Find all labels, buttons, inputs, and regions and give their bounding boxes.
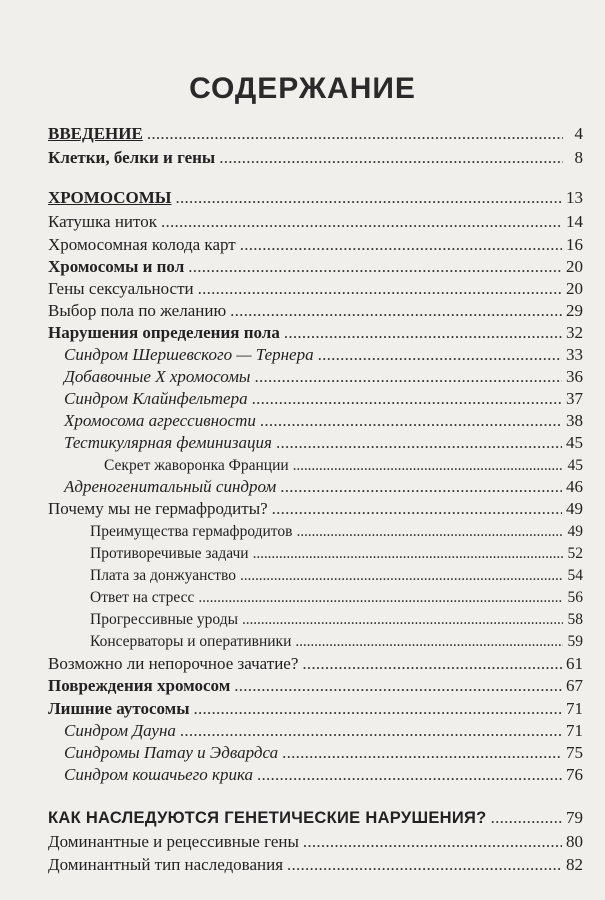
toc-entry-page: 71 <box>566 721 583 740</box>
toc-entry-label: Катушка ниток <box>48 212 157 231</box>
toc-entry-label: Возможно ли непорочное зачатие? <box>48 654 299 673</box>
leader-dots <box>284 323 562 343</box>
leader-dots <box>491 808 562 828</box>
leader-dots <box>240 566 563 586</box>
toc-entry <box>48 257 583 277</box>
leader-dots <box>295 632 563 652</box>
leader-dots <box>198 588 563 608</box>
toc-entry-label: Противоречивые задачи <box>90 545 249 562</box>
toc-entry-label: Плата за донжуанство <box>90 567 236 584</box>
toc-entry-page: 20 <box>566 257 583 276</box>
toc-entry-genetic-disorders <box>48 808 583 828</box>
leader-dots <box>253 544 563 564</box>
toc-entry <box>48 279 583 299</box>
toc-entry <box>64 389 583 409</box>
toc-entry-page: 61 <box>566 654 583 673</box>
leader-dots <box>254 367 562 387</box>
toc-entry-page: 80 <box>566 832 583 851</box>
toc-entry-page: 56 <box>567 589 583 606</box>
toc-entry-label: Тестикулярная феминизация <box>64 433 272 452</box>
toc-entry <box>64 765 583 785</box>
leader-dots <box>302 654 562 674</box>
toc-entry <box>48 676 583 696</box>
toc-entry-page: 36 <box>566 367 583 386</box>
toc-entry-label: Почему мы не гермафродиты? <box>48 499 268 518</box>
toc-entry <box>48 148 583 168</box>
toc-entry-page: 32 <box>566 323 583 342</box>
toc-entry-page: 45 <box>566 433 583 452</box>
leader-dots <box>257 765 562 785</box>
toc-entry-page: 29 <box>566 301 583 320</box>
toc-entry-label: Доминантный тип наследования <box>48 855 284 874</box>
leader-dots <box>161 212 562 232</box>
toc-entry-label: Хромосомная колода карт <box>48 235 236 254</box>
leader-dots <box>219 148 563 168</box>
toc-entry-page: 38 <box>566 411 583 430</box>
toc-entry-page: 13 <box>566 188 583 207</box>
leader-dots <box>234 676 562 696</box>
leader-dots <box>282 743 562 763</box>
toc-entry-page: 46 <box>566 477 583 496</box>
toc-entry-label: Синдром Клайнфельтера <box>64 389 248 408</box>
toc-entry <box>48 323 583 343</box>
toc-entry-label: Клетки, белки и гены <box>48 148 216 167</box>
toc-entry <box>48 699 583 719</box>
toc-entry-page: 52 <box>567 545 583 562</box>
toc-entry <box>64 743 583 763</box>
leader-dots <box>180 721 562 741</box>
toc-entry-page: 49 <box>566 499 583 518</box>
leader-dots <box>188 257 562 277</box>
toc-entry <box>48 235 583 255</box>
toc-entry-page: 20 <box>566 279 583 298</box>
leader-dots <box>260 411 562 431</box>
toc-entry-page: 8 <box>574 148 583 167</box>
toc-entry <box>48 212 583 232</box>
leader-dots <box>287 855 562 875</box>
leader-dots <box>230 301 562 321</box>
toc-entry-label: Добавочные X хромосомы <box>64 367 251 386</box>
toc-entry-page: 79 <box>566 808 583 827</box>
toc-entry-page: 58 <box>567 611 583 628</box>
toc-entry-label: Гены сексуальности <box>48 279 194 298</box>
toc-entry-page: 67 <box>566 676 583 695</box>
toc-entry-label: ХРОМОСОМЫ <box>48 188 172 207</box>
toc-entry-page: 71 <box>566 699 583 718</box>
toc-entry <box>48 832 583 852</box>
toc-entry-page: 37 <box>566 389 583 408</box>
toc-entry-label: Нарушения определения пола <box>48 323 280 342</box>
toc-entry-label: Прогрессивные уроды <box>90 611 239 628</box>
leader-dots <box>194 699 562 719</box>
toc-entry <box>64 367 583 387</box>
leader-dots <box>242 610 563 630</box>
toc-entry-chromosomes <box>48 188 583 208</box>
toc-entry <box>64 411 583 431</box>
toc-entry-label: Синдромы Патау и Эдвардса <box>64 743 279 762</box>
toc-entry <box>48 301 583 321</box>
leader-dots <box>296 522 563 542</box>
leader-dots <box>272 499 562 519</box>
toc-entry-page: 49 <box>567 523 583 540</box>
toc-entry-page: 75 <box>566 743 583 762</box>
toc-entry <box>104 456 583 476</box>
toc-entry <box>48 654 583 674</box>
leader-dots <box>276 433 562 453</box>
toc-entry-page: 16 <box>566 235 583 254</box>
leader-dots <box>240 235 562 255</box>
toc-entry <box>64 345 583 365</box>
toc-entry <box>48 499 583 519</box>
toc-entry <box>48 855 583 875</box>
toc-entry-page: 59 <box>567 633 583 650</box>
toc-entry-label: Лишние аутосомы <box>48 699 190 718</box>
toc-entry-label: Выбор пола по желанию <box>48 301 227 320</box>
toc-entry-label: Синдром кошачьего крика <box>64 765 253 784</box>
leader-dots <box>318 345 562 365</box>
toc-entry <box>90 566 583 586</box>
toc-entry-label: Преимущества гермафродитов <box>90 523 293 540</box>
leader-dots <box>303 832 562 852</box>
toc-entry <box>90 588 583 608</box>
page-title: СОДЕРЖАНИЕ <box>189 72 416 105</box>
toc-entry-page: 33 <box>566 345 583 364</box>
toc-entry <box>90 632 583 652</box>
leader-dots <box>198 279 562 299</box>
toc-entry-page: 14 <box>566 212 583 231</box>
toc-entry-label: Повреждения хромосом <box>48 676 231 695</box>
toc-entry-label: Синдром Дауна <box>64 721 176 740</box>
toc-entry-label: Ответ на стресс <box>90 589 195 606</box>
toc-entry-label: Хромосомы и пол <box>48 257 185 276</box>
toc-entry-label: Секрет жаворонка Франции <box>104 457 289 474</box>
toc-entry-page: 54 <box>567 567 583 584</box>
toc-entry-label: Доминантные и рецессивные гены <box>48 832 299 851</box>
leader-dots <box>280 477 562 497</box>
toc-entry <box>64 477 583 497</box>
toc-entry-label: Адреногенитальный синдром <box>64 477 277 496</box>
leader-dots <box>147 124 563 144</box>
toc-entry-label: Консерваторы и оперативники <box>90 633 292 650</box>
toc-entry-label: Хромосома агрессивности <box>64 411 256 430</box>
toc-entry-page: 45 <box>567 457 583 474</box>
toc-entry-page: 4 <box>574 124 583 143</box>
toc-entry <box>64 721 583 741</box>
toc-entry-label: Синдром Шершевского — Тернера <box>64 345 314 364</box>
toc-entry <box>64 433 583 453</box>
toc-entry <box>90 522 583 542</box>
toc-entry-page: 82 <box>566 855 583 874</box>
leader-dots <box>252 389 562 409</box>
toc-entry-label: ВВЕДЕНИЕ <box>48 124 143 143</box>
toc-entry <box>90 544 583 564</box>
toc-entry-introduction <box>48 124 583 144</box>
leader-dots <box>293 456 563 476</box>
toc-entry <box>90 610 583 630</box>
toc-entry-label: КАК НАСЛЕДУЮТСЯ ГЕНЕТИЧЕСКИЕ НАРУШЕНИЯ? <box>48 809 487 827</box>
toc-entry-page: 76 <box>566 765 583 784</box>
leader-dots <box>176 188 563 208</box>
